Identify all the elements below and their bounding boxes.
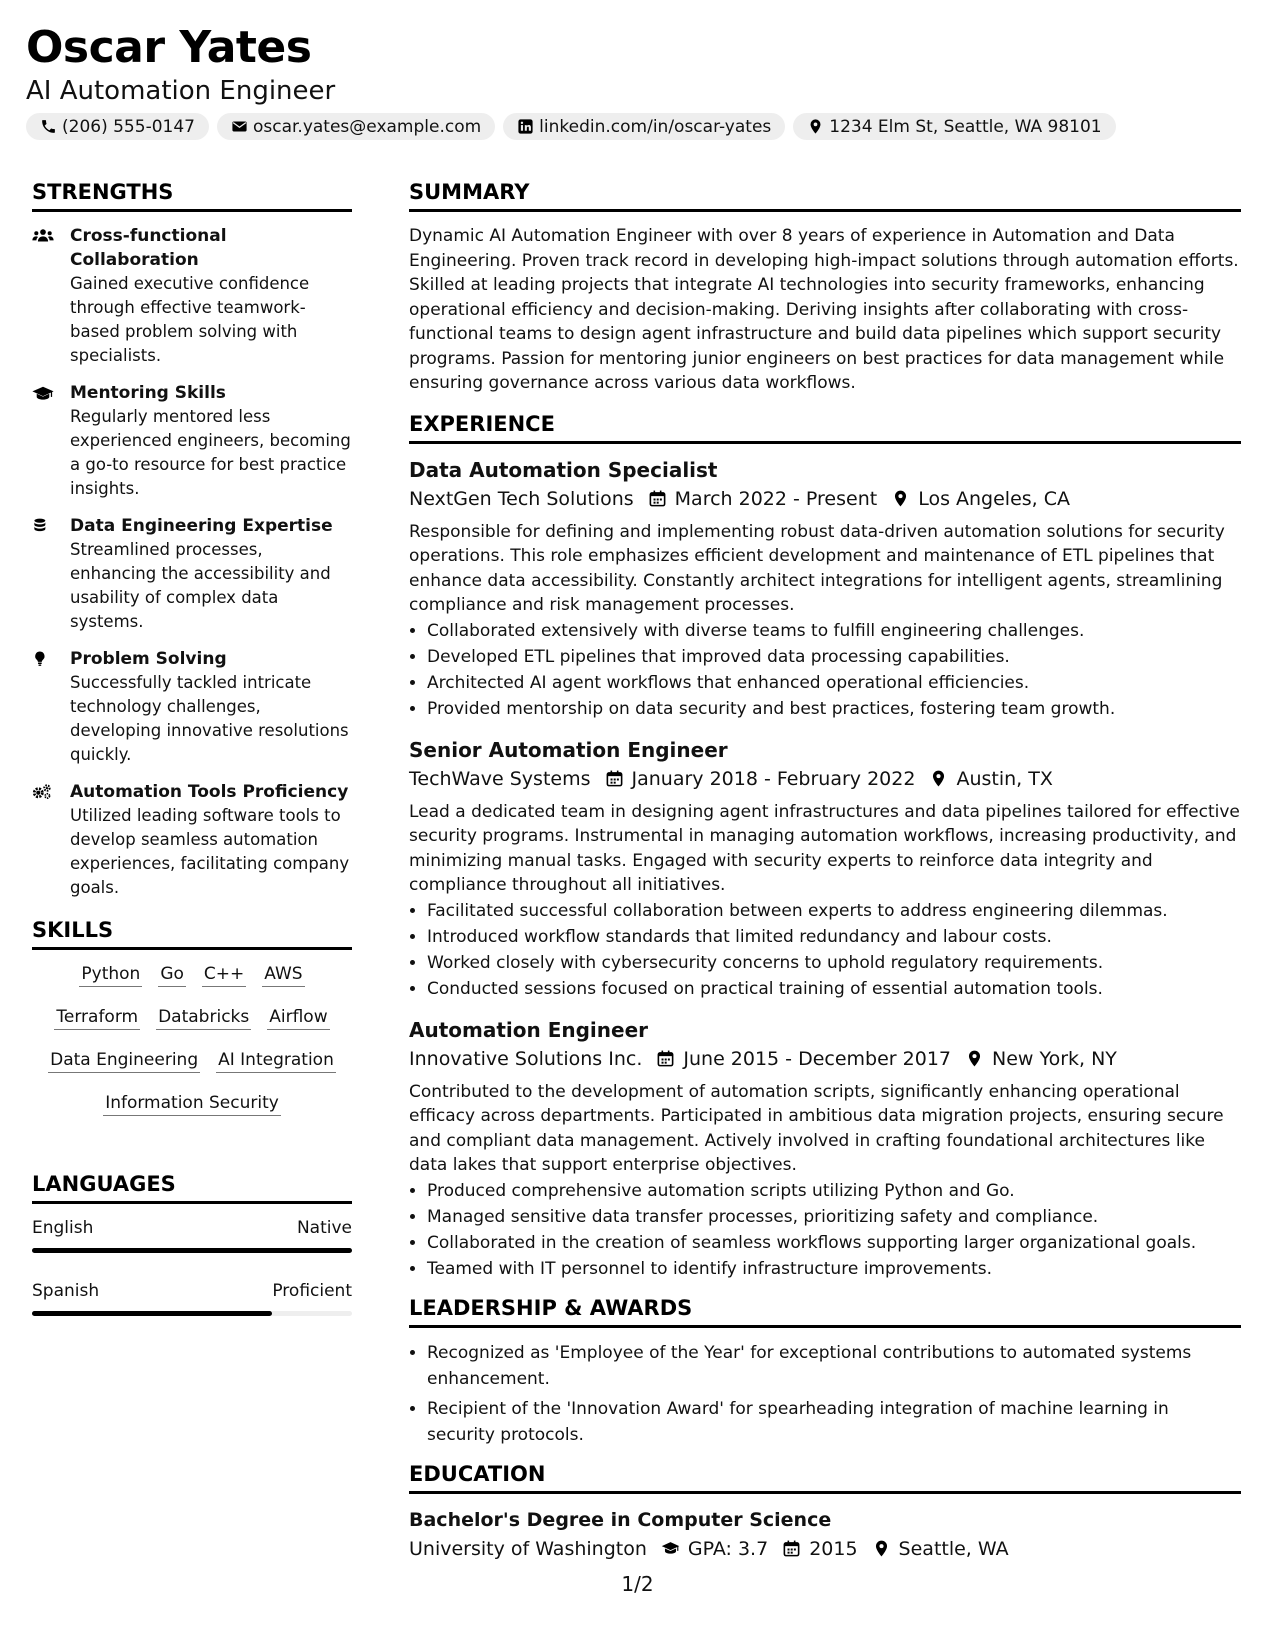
awards-heading: LEADERSHIP & AWARDS bbox=[409, 1296, 1241, 1328]
skill-tag: Python bbox=[79, 962, 142, 987]
job-bullet: • Managed sensitive data transfer processes, prioritizing safety and compliance. bbox=[427, 1204, 1241, 1230]
job-bullet: • Worked closely with cybersecurity concerns to uphold regulatory requirements. bbox=[427, 950, 1241, 976]
map-pin-icon bbox=[891, 489, 910, 508]
job-dates: January 2018 - February 2022 bbox=[631, 767, 916, 790]
strength-desc: Gained executive confidence through effective teamwork-based problem solving with specialists. bbox=[70, 274, 310, 365]
strength-item bbox=[32, 780, 352, 900]
summary-section bbox=[409, 180, 1241, 396]
skill-tag: C++ bbox=[202, 962, 246, 987]
calendar-icon bbox=[656, 1049, 675, 1068]
job-bullet: • Developed ETL pipelines that improved data processing capabilities. bbox=[427, 644, 1241, 670]
skill-tag: AWS bbox=[262, 962, 304, 987]
job-meta bbox=[409, 484, 1241, 514]
job-location: Austin, TX bbox=[956, 767, 1053, 790]
job-company: NextGen Tech Solutions bbox=[409, 487, 634, 510]
graduation-cap-icon bbox=[32, 383, 54, 403]
language-level: Proficient bbox=[272, 1281, 352, 1301]
skill-tag: Data Engineering bbox=[48, 1048, 200, 1073]
contact-email-text: oscar.yates@example.com bbox=[252, 116, 482, 137]
job-bullets bbox=[409, 898, 1241, 1002]
job-company: TechWave Systems bbox=[409, 767, 591, 790]
map-pin-icon bbox=[872, 1539, 891, 1558]
calendar-icon bbox=[605, 769, 624, 788]
job-location: Los Angeles, CA bbox=[918, 487, 1071, 510]
contact-phone[interactable] bbox=[26, 113, 209, 140]
experience-heading: EXPERIENCE bbox=[409, 412, 1241, 444]
language-name: Spanish bbox=[32, 1281, 100, 1301]
strengths-heading: STRENGTHS bbox=[32, 180, 352, 212]
experience-section bbox=[409, 412, 1241, 1282]
skills-section bbox=[32, 918, 352, 1134]
strength-title: Automation Tools Proficiency bbox=[70, 782, 349, 802]
education-gpa: GPA: 3.7 bbox=[687, 1537, 769, 1560]
language-bar bbox=[32, 1311, 352, 1316]
education-degree: Bachelor's Degree in Computer Science bbox=[409, 1508, 832, 1531]
education-school: University of Washington bbox=[409, 1537, 647, 1560]
calendar-icon bbox=[782, 1539, 801, 1558]
contact-email[interactable] bbox=[217, 113, 495, 140]
right-column bbox=[409, 180, 1241, 1570]
languages-section bbox=[32, 1172, 352, 1316]
strength-desc: Successfully tackled intricate technology challenges, developing innovative resolutions quickly. bbox=[70, 673, 349, 764]
job-bullet: • Conducted sessions focused on practical training of essential automation tools. bbox=[427, 976, 1241, 1002]
job-entry bbox=[409, 456, 1241, 722]
contact-linkedin-text: linkedin.com/in/oscar-yates bbox=[539, 116, 772, 137]
contact-linkedin[interactable] bbox=[503, 113, 785, 140]
job-bullet: • Produced comprehensive automation scripts utilizing Python and Go. bbox=[427, 1178, 1241, 1204]
job-description: Contributed to the development of automation scripts, significantly enhancing operational efficacy across departments. Participated in ambitious data migration projects, ensuring secure and compliant data management. Actively involved in crafting foundational architectures like data lakes that support enterprise objectives. bbox=[409, 1081, 1224, 1175]
language-name: English bbox=[32, 1218, 94, 1238]
language-item bbox=[32, 1279, 352, 1316]
envelope-icon bbox=[231, 118, 248, 135]
job-dates: June 2015 - December 2017 bbox=[683, 1047, 951, 1070]
contact-bar bbox=[26, 113, 1116, 140]
education-year: 2015 bbox=[809, 1537, 858, 1560]
job-title: Automation Engineer bbox=[409, 1017, 649, 1042]
education-location: Seattle, WA bbox=[898, 1537, 1009, 1560]
job-entry bbox=[409, 736, 1241, 1002]
database-icon bbox=[32, 516, 54, 536]
map-pin-icon bbox=[929, 769, 948, 788]
calendar-icon bbox=[648, 489, 667, 508]
job-bullets bbox=[409, 1178, 1241, 1282]
linkedin-icon bbox=[517, 118, 534, 135]
strength-item bbox=[32, 224, 352, 368]
job-bullets bbox=[409, 618, 1241, 722]
strength-item bbox=[32, 647, 352, 767]
job-meta bbox=[409, 1044, 1241, 1074]
awards-list bbox=[409, 1340, 1241, 1448]
gears-icon bbox=[32, 782, 54, 802]
contact-phone-text: (206) 555-0147 bbox=[62, 116, 195, 137]
job-bullet: • Teamed with IT personnel to identify infrastructure improvements. bbox=[427, 1256, 1241, 1282]
language-bar-fill bbox=[32, 1311, 272, 1316]
education-heading: EDUCATION bbox=[409, 1462, 1241, 1494]
job-entry bbox=[409, 1016, 1241, 1282]
strength-desc: Regularly mentored less experienced engineers, becoming a go-to resource for best practice insights. bbox=[70, 407, 351, 498]
job-dates: March 2022 - Present bbox=[674, 487, 878, 510]
job-bullet: • Provided mentorship on data security and best practices, fostering team growth. bbox=[427, 696, 1241, 722]
job-bullet: • Architected AI agent workflows that enhanced operational efficiencies. bbox=[427, 670, 1241, 696]
skill-tag: Information Security bbox=[103, 1091, 281, 1116]
job-description: Responsible for defining and implementing robust data-driven automation solutions for security operations. This role emphasizes efficient development and maintenance of ETL pipelines that enhance data accessibility. Constantly architect integrations for intelligent agents, streamlining compliance and risk management processes. bbox=[409, 521, 1225, 615]
awards-section bbox=[409, 1296, 1241, 1448]
strength-title: Data Engineering Expertise bbox=[70, 516, 333, 536]
strength-title: Mentoring Skills bbox=[70, 383, 226, 403]
language-bar bbox=[32, 1248, 352, 1253]
skills-heading: SKILLS bbox=[32, 918, 352, 950]
graduation-cap-icon bbox=[661, 1539, 680, 1558]
users-icon bbox=[32, 226, 54, 246]
job-title: Senior Automation Engineer bbox=[409, 737, 728, 762]
strength-item bbox=[32, 514, 352, 634]
award-item: • Recognized as 'Employee of the Year' for exceptional contributions to automated systems enhancement. bbox=[427, 1340, 1241, 1392]
map-pin-icon bbox=[807, 118, 824, 135]
strength-desc: Utilized leading software tools to develop seamless automation experiences, facilitating company goals. bbox=[70, 806, 350, 897]
job-description: Lead a dedicated team in designing agent infrastructures and data pipelines tailored for effective security programs. Instrumental in managing automation workflows, increasing productivity, and minimizing manual tasks. Engaged with security experts to reinforce data integrity and compliance throughout all initiatives. bbox=[409, 801, 1240, 895]
contact-address[interactable] bbox=[793, 113, 1115, 140]
job-bullet: • Collaborated in the creation of seamless workflows supporting larger organizational goals. bbox=[427, 1230, 1241, 1256]
page-number: 1/2 bbox=[621, 1572, 654, 1596]
strengths-section bbox=[32, 180, 352, 900]
phone-icon bbox=[40, 118, 57, 135]
job-bullet: • Collaborated extensively with diverse teams to fulfill engineering challenges. bbox=[427, 618, 1241, 644]
strength-item bbox=[32, 381, 352, 501]
skill-tag: Go bbox=[158, 962, 186, 987]
job-location: New York, NY bbox=[992, 1047, 1117, 1070]
skills-list bbox=[32, 962, 352, 1134]
summary-heading: SUMMARY bbox=[409, 180, 1241, 212]
education-section bbox=[409, 1462, 1241, 1564]
strength-title: Cross-functional Collaboration bbox=[70, 226, 227, 270]
left-column bbox=[32, 180, 352, 1342]
map-pin-icon bbox=[965, 1049, 984, 1068]
candidate-title: AI Automation Engineer bbox=[26, 76, 336, 106]
skill-tag: Databricks bbox=[156, 1005, 251, 1030]
lightbulb-icon bbox=[32, 649, 54, 669]
language-item bbox=[32, 1216, 352, 1253]
job-company: Innovative Solutions Inc. bbox=[409, 1047, 643, 1070]
strength-desc: Streamlined processes, enhancing the accessibility and usability of complex data systems. bbox=[70, 540, 331, 631]
job-bullet: • Facilitated successful collaboration between experts to address engineering dilemmas. bbox=[427, 898, 1241, 924]
candidate-name: Oscar Yates bbox=[26, 22, 312, 73]
skill-tag: Terraform bbox=[54, 1005, 140, 1030]
strength-title: Problem Solving bbox=[70, 649, 227, 669]
job-meta bbox=[409, 764, 1241, 794]
job-title: Data Automation Specialist bbox=[409, 457, 718, 482]
language-level: Native bbox=[296, 1218, 352, 1238]
contact-address-text: 1234 Elm St, Seattle, WA 98101 bbox=[829, 116, 1102, 137]
education-meta bbox=[409, 1534, 1241, 1564]
job-bullet: • Introduced workflow standards that limited redundancy and labour costs. bbox=[427, 924, 1241, 950]
languages-heading: LANGUAGES bbox=[32, 1172, 352, 1204]
award-item: • Recipient of the 'Innovation Award' for spearheading integration of machine learning in security protocols. bbox=[427, 1396, 1241, 1448]
language-bar-fill bbox=[32, 1248, 352, 1253]
skill-tag: AI Integration bbox=[216, 1048, 336, 1073]
summary-text: Dynamic AI Automation Engineer with over 8 years of experience in Automation and Data Engineering. Proven track record in developing high-impact solutions through automation efforts. Skilled at leading projects that integrate AI technologies into security frameworks, enhancing operational efficiency and decision-making. Deriving insights after collaborating with cross-functional teams to design agent infrastructure and build data pipelines which support security programs. Passion for mentoring junior engineers on best practices for data management while ensuring governance across various data workflows. bbox=[409, 226, 1239, 393]
skill-tag: Airflow bbox=[267, 1005, 329, 1030]
